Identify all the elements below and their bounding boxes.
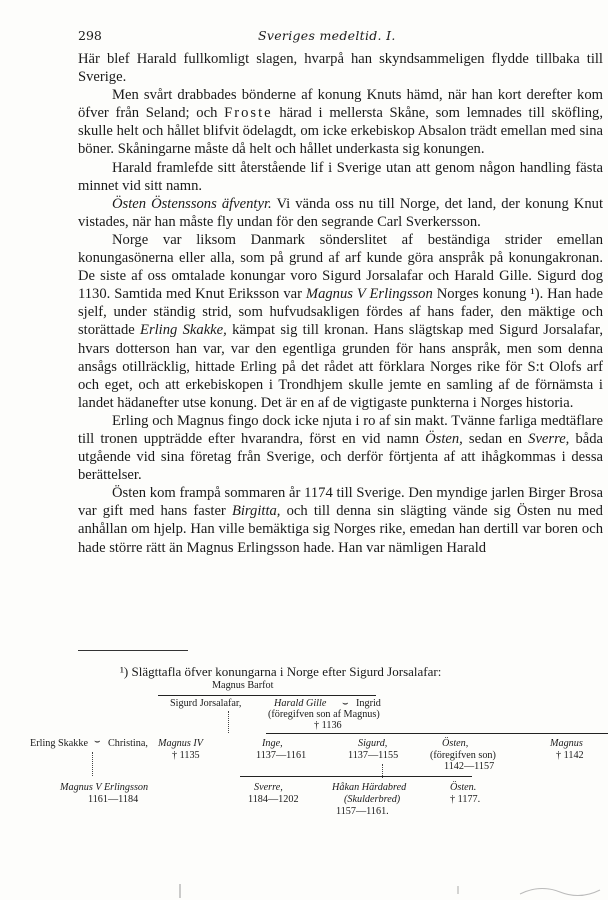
paragraph-6 [78,412,603,484]
paragraph-4 [78,195,603,231]
footnote-title: ¹) Slägttafla öfver konungarna i Norge efter Sigurd Jorsalafar: [120,664,442,679]
node-osten-note: (föregifven son) [430,750,496,761]
page-header [78,28,603,48]
node-ingrid-note: (föregifven son af Magnus) [268,709,380,720]
paragraph-2-text-a: Men svårt drabbades bönderne af konung Knuts hämd, när han kort derefter kom öfver från Seland; och [78,87,603,122]
body-text [78,50,603,557]
node-hakan-note: (Skulderbred) [344,794,401,805]
branch-line-1 [158,695,376,696]
paragraph-6-text-c: sedan en [462,430,529,447]
magnus-v-name: Magnus V Erlingsson [305,286,433,303]
node-sverre-years: 1184—1202 [248,794,299,805]
node-magnus: Magnus [550,738,583,749]
page-number: 298 [78,28,102,43]
genealogy-tree [30,680,608,840]
node-magnus-death: † 1142 [556,750,584,761]
paragraph-7-text-a: Östen kom frampå sommaren år 1174 till Sverige. Den myndige jarlen Birger Brosa var gift med hans faster [78,485,603,520]
node-christina: Christina, [108,738,148,749]
sverre-name: Sverre, [528,430,570,447]
node-harald-death: † 1136 [314,720,342,731]
paragraph-7-text-c: och till denna sin slägting vände sig Östen nu med anhållan om hjelp. Han ville bemäktiga sig Norges rike, emedan han dertill var boren och hade större rätt än Magnus Erlingsson hade. Han var nämligen Harald [78,503,603,556]
node-magnus-iv-death: † 1135 [172,750,200,761]
paragraph-5 [78,231,603,412]
node-magnus-iv: Magnus IV [158,738,203,749]
erling-skakke-name: Erling Skakke, [140,322,227,339]
node-sigurd-2-years: 1137—1155 [348,750,399,761]
scan-edge-marks [0,880,608,900]
node-sigurd-2: Sigurd, [358,738,388,749]
node-magnus-v-years: 1161—1184 [88,794,139,805]
node-osten-years: 1142—1157 [444,761,495,772]
birgitta-name: Birgitta, [231,503,281,520]
section-heading-osten: Östen Östenssons äfventyr. [112,195,272,212]
node-ingrid: Ingrid [356,698,381,709]
marriage-sign: ⌣ [342,698,349,709]
paragraph-2 [78,86,603,158]
dotted-line-erling [92,752,93,776]
running-title: Sveriges medeltid. I. [258,28,396,43]
node-osten-2-death: † 1177. [450,794,481,805]
node-magnus-barfot: Magnus Barfot [212,680,274,691]
node-osten-2: Östen. [450,782,477,793]
footnote-rule [78,650,188,651]
paragraph-6-text-e: båda utgående vid sina företag från Sverige, och derför förtjenta af att ihågkommas i dessa berättelser. [78,430,603,484]
dotted-line-sigurd [228,711,229,733]
node-sigurd: Sigurd Jorsalafar, [170,698,242,709]
paragraph-3: Harald framlefde sitt återstående lif i Sverige utan att genom någon handling fästa minnet vid sitt namn. [78,159,603,194]
branch-line-3 [240,776,472,777]
paragraph-1: Här blef Harald fullkomligt slagen, hvarpå han skyndsammeligen flydde tillbaka till Sverige. [78,51,603,86]
froste-spaced: Froste [224,105,273,122]
node-inge: Inge, [262,738,283,749]
paragraph-2-text-c: härad i mellersta Skåne, som lemnades till sköfling, skulle helt och hållet blifvit ödelagdt, om icke erkebiskop Absalon trädt emellan med sina böner. Skåningarne måste då helt och hållet underkasta sig konungen. [78,105,603,158]
node-harald-gille: Harald Gille [274,698,327,709]
paragraph-4-text: Vi vända oss nu till Norge, det land, der konung Knut vistades, när han måste fly undan för den segrande Carl Sverkersson. [78,195,603,230]
marriage-sign-2: ⌣ [94,736,101,747]
node-magnus-v: Magnus V Erlingsson [60,782,149,793]
paragraph-5-text-c: Norges konung ¹). Han hade sjelf, under ständig strid, som hufvudsakligen fördes af hans fader, den mäktige och storättade [78,286,603,339]
paragraph-5-text-e: kämpat sig till kronan. Hans slägtskap med Sigurd Jorsalafar, hvars dotterson han var, var den egentliga grunden för hans anspråk, men som denna ansågs otillräcklig, hittade Erling på det rådet att förklara Norges rike för S:t Olofs arf och eget, och att erkebiskopen i Trondhjem skulle jemte en samling af de förnämsta i landet hädanefter utse konung. Det är en af de vigtigaste punkterna i Norges historia. [78,322,603,411]
paragraph-5-text-a: Norge var liksom Danmark sönderslitet af beständiga strider emellan konungasönerna eller alla, som på grund af arf kunde göra anspråk på konungakronan. De siste af oss omtalade konungar voro Sigurd Jorsalafar och Harald Gille. Sigurd dog 1130. Samtida med Knut Eriksson var [78,231,603,303]
node-osten: Östen, [442,738,469,749]
branch-line-2 [266,733,608,734]
node-hakan-years: 1157—1161. [336,806,389,817]
paragraph-7 [78,484,603,556]
node-sverre: Sverre, [254,782,283,793]
node-inge-years: 1137—1161 [256,750,307,761]
osten-name: Östen, [425,430,463,447]
paragraph-6-text-a: Erling och Magnus fingo dock icke njuta i ro af sin makt. Tvänne farliga medtäflare till tronen uppträdde efter hvarandra, först en vid namn [78,412,603,447]
node-erling-skakke: Erling Skakke [30,738,89,749]
node-hakan: Håkan Härdabred [332,782,407,793]
